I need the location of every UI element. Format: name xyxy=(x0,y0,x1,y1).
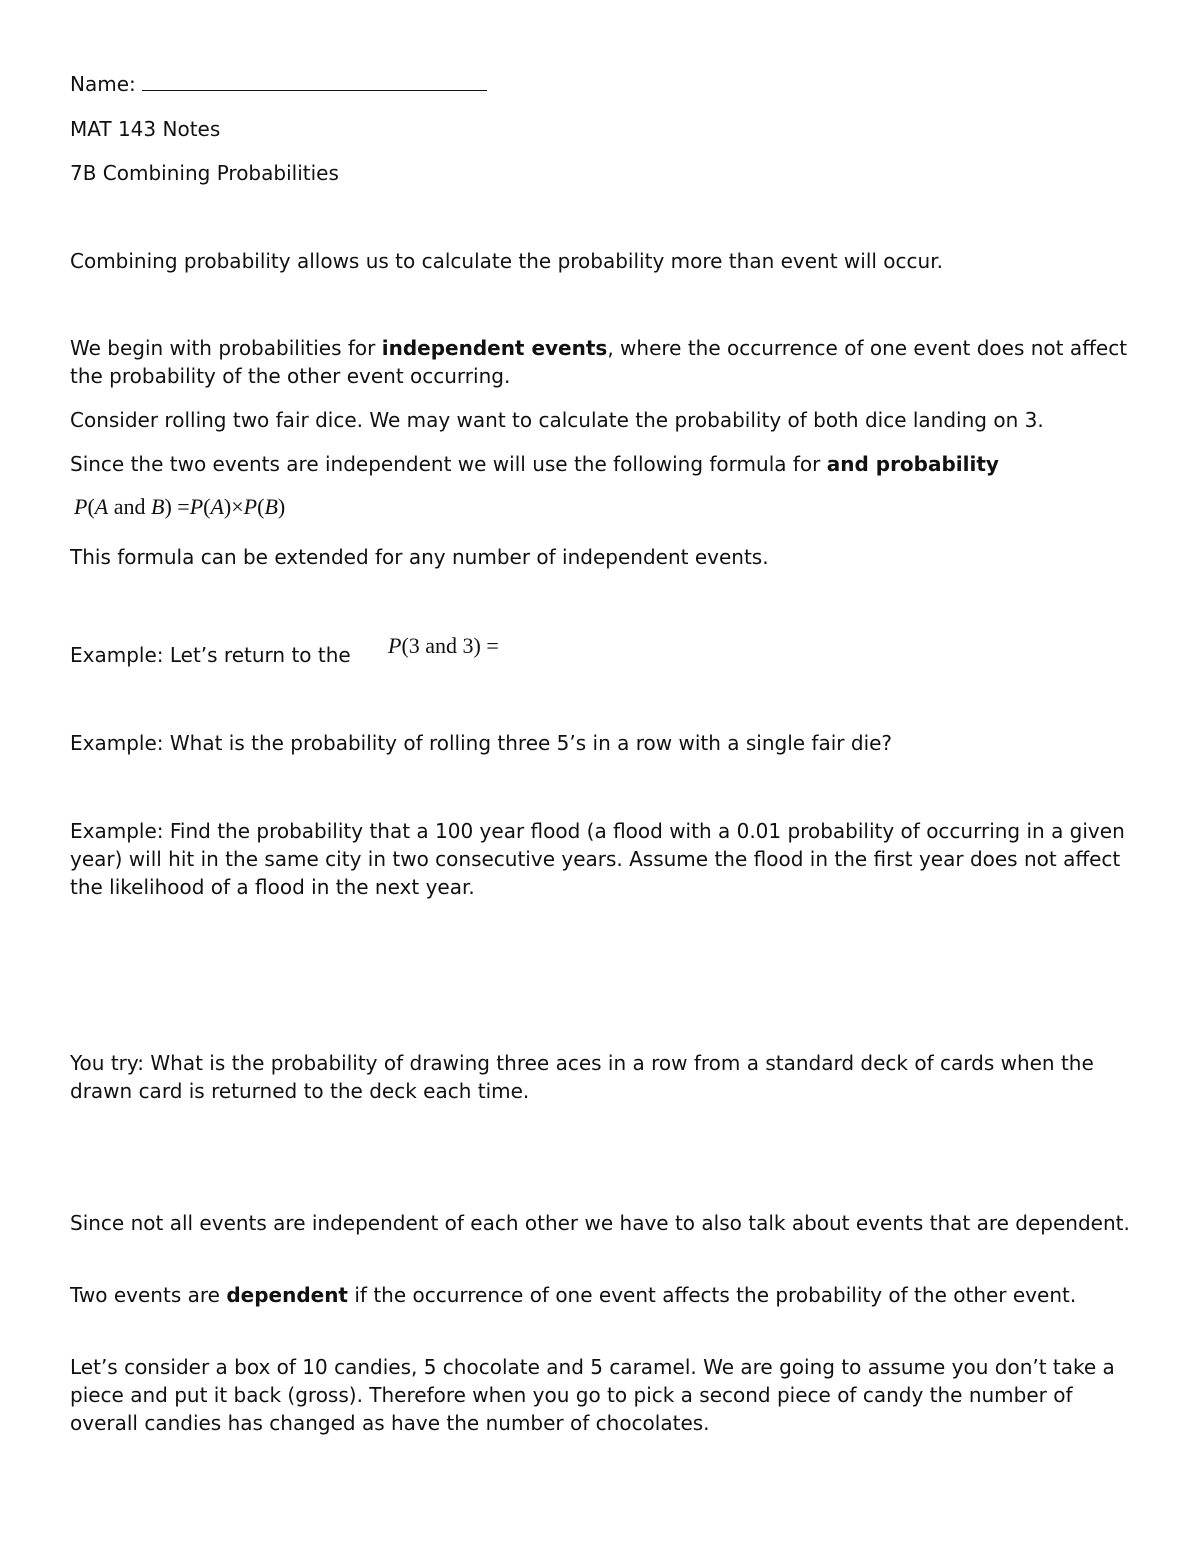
you-try: You try: What is the probability of drawing three aces in a row from a standard deck of cards when the drawn card is returned to the deck each time. xyxy=(70,1051,1094,1103)
intro-paragraph: Combining probability allows us to calculate the probability more than event will occur. xyxy=(70,249,943,273)
candy-paragraph: Let’s consider a box of 10 candies, 5 chocolate and 5 caramel. We are going to assume you don’t take a piece and put it back (gross). Therefore when you go to pick a second piece of candy the number of overall candies has changed as have the number of chocolates. xyxy=(70,1355,1115,1435)
name-label: Name: xyxy=(70,72,136,96)
course-title: MAT 143 Notes xyxy=(70,117,221,141)
name-line-row xyxy=(70,70,1140,98)
extension-paragraph: This formula can be extended for any number of independent events. xyxy=(70,545,769,569)
example-2: Example: What is the probability of rolling three 5’s in a row with a single fair die? xyxy=(70,731,893,755)
and-probability-paragraph: Since the two events are independent we will use the following formula for and probability xyxy=(70,452,999,476)
dependent-definition: Two events are dependent if the occurrence of one event affects the probability of the other event. xyxy=(70,1283,1077,1307)
example-3: Example: Find the probability that a 100 year flood (a flood with a 0.01 probability of occurring in a given year) will hit in the same city in two consecutive years. Assume the flood in the first year does not affect the likelihood of a flood in the next year. xyxy=(70,819,1125,899)
name-blank[interactable] xyxy=(142,70,487,91)
example-1-text: Example: Let’s return to the xyxy=(70,643,351,667)
independent-definition: We begin with probabilities for independent events, where the occurrence of one event does not affect the probability of the other event occurring. xyxy=(70,336,1128,388)
term-independent-events: independent events xyxy=(381,336,608,360)
example-1-formula: P(3 and 3) = xyxy=(388,633,499,658)
term-dependent: dependent xyxy=(226,1283,348,1307)
section-title: 7B Combining Probabilities xyxy=(70,161,339,185)
dependent-intro: Since not all events are independent of each other we have to also talk about events that are dependent. xyxy=(70,1211,1130,1235)
dice-paragraph: Consider rolling two fair dice. We may want to calculate the probability of both dice landing on 3. xyxy=(70,408,1044,432)
and-formula: P(A and B) =P(A)×P(B) xyxy=(74,494,286,519)
term-and-probability: and probability xyxy=(826,452,999,476)
